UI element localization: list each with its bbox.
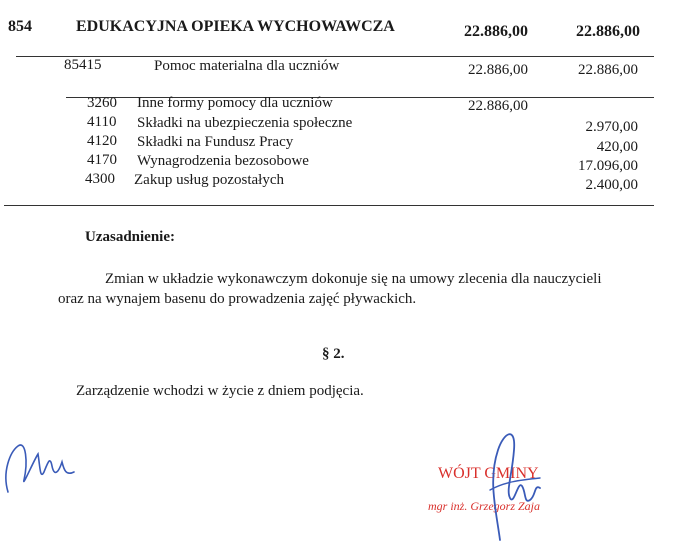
section-amount-after: 22.886,00 <box>576 23 640 40</box>
item-amount-after: 420,00 <box>596 139 638 155</box>
subsection-title: Pomoc materialna dla uczniów <box>154 58 340 74</box>
section-title: EDUKACYJNA OPIEKA WYCHOWAWCZA <box>76 18 395 35</box>
item-code: 3260 <box>87 95 117 111</box>
rule-under-items <box>4 205 654 206</box>
item-amount-after: 2.400,00 <box>585 177 638 193</box>
item-label: Wynagrodzenia bezosobowe <box>137 153 309 169</box>
signature <box>470 420 560 550</box>
section-code: 854 <box>8 18 32 35</box>
item-amount-after: 17.096,00 <box>578 158 638 174</box>
paragraph-text: Zarządzenie wchodzi w życie z dniem podjęcia. <box>76 383 364 399</box>
item-code: 4120 <box>87 133 117 149</box>
paragraph-heading: § 2. <box>322 346 345 362</box>
rule-under-section <box>16 56 654 57</box>
section-amount-before: 22.886,00 <box>464 23 528 40</box>
subsection-code: 85415 <box>64 57 102 73</box>
item-code: 4170 <box>87 152 117 168</box>
item-label: Składki na ubezpieczenia społeczne <box>137 115 353 131</box>
justification-line-2: oraz na wynajem basenu do prowadzenia zajęć pływackich. <box>58 291 417 307</box>
item-code: 4110 <box>87 114 117 130</box>
stamp-name: mgr inż. Grzegorz Zaja <box>428 499 541 513</box>
subsection-amount-after: 22.886,00 <box>578 62 638 78</box>
item-amount-before: 22.886,00 <box>468 98 528 114</box>
item-amount-after: 2.970,00 <box>585 119 638 135</box>
justification-line-1: Zmian w układzie wykonawczym dokonuje się na umowy zlecenia dla nauczycieli <box>105 271 602 287</box>
handwritten-initials <box>0 432 90 502</box>
item-code: 4300 <box>85 171 115 187</box>
stamp-title: WÓJT GMINY <box>438 465 539 482</box>
justification-heading: Uzasadnienie: <box>85 229 175 245</box>
subsection-amount-before: 22.886,00 <box>468 62 528 78</box>
item-label: Zakup usług pozostałych <box>134 172 284 188</box>
item-label: Inne formy pomocy dla uczniów <box>137 95 333 111</box>
item-label: Składki na Fundusz Pracy <box>137 134 294 150</box>
